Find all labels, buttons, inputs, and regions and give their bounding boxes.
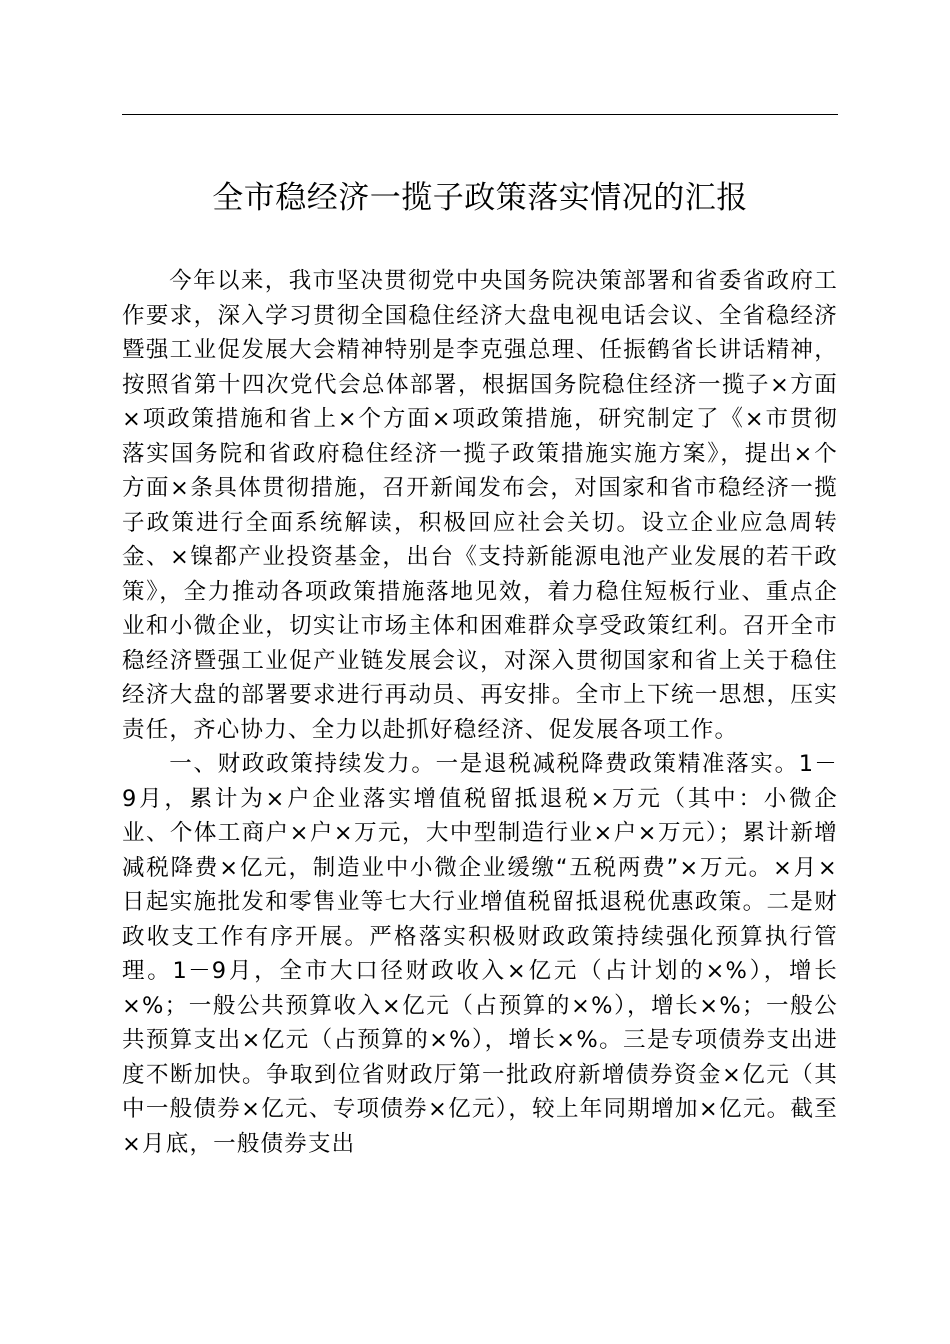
document-body (122, 264, 838, 1161)
document-title: 全市稳经济一揽子政策落实情况的汇报 (212, 180, 748, 216)
paragraph-fiscal-policy: 一、财政政策持续发力。一是退税减税降费政策精准落实。1－9月，累计为×户企业落实增值税留抵退税×万元（其中：小微企业、个体工商户×户×万元，大中型制造行业×户×万元）；累计新增减税降费×亿元，制造业中小微企业缓缴“五税两费”×万元。×月×日起实施批发和零售业等七大行业增值税留抵退税优惠政策。二是财政收支工作有序开展。严格落实积极财政政策持续强化预算执行管理。1－9月，全市大口径财政收入×亿元（占计划的×%），增长×%；一般公共预算收入×亿元（占预算的×%），增长×%；一般公共预算支出×亿元（占预算的×%），增长×%。三是专项债券支出进度不断加快。争取到位省财政厅第一批政府新增债券资金×亿元（其中一般债券×亿元、专项债券×亿元），较上年同期增加×亿元。截至×月底，一般债券支出 (122, 751, 838, 1157)
paragraph-intro: 今年以来，我市坚决贯彻党中央国务院决策部署和省委省政府工作要求，深入学习贯彻全国稳住经济大盘电视电话会议、全省稳经济暨强工业促发展大会精神特别是李克强总理、任振鹤省长讲话精神，按照省第十四次党代会总体部署，根据国务院稳住经济一揽子×方面×项政策措施和省上×个方面×项政策措施，研究制定了《×市贯彻落实国务院和省政府稳住经济一揽子政策措施实施方案》，提出×个方面×条具体贯彻措施，召开新闻发布会，对国家和省市稳经济一揽子政策进行全面系统解读，积极回应社会关切。设立企业应急周转金、×镍都产业投资基金，出台《支持新能源电池产业发展的若干政策》，全力推动各项政策措施落地见效，着力稳住短板行业、重点企业和小微企业，切实让市场主体和困难群众享受政策红利。召开全市稳经济暨强工业促产业链发展会议，对深入贯彻国家和省上关于稳住经济大盘的部署要求进行再动员、再安排。全市上下统一思想，压实责任，齐心协力、全力以赴抓好稳经济、促发展各项工作。 (122, 268, 838, 743)
header-rule (122, 114, 838, 115)
